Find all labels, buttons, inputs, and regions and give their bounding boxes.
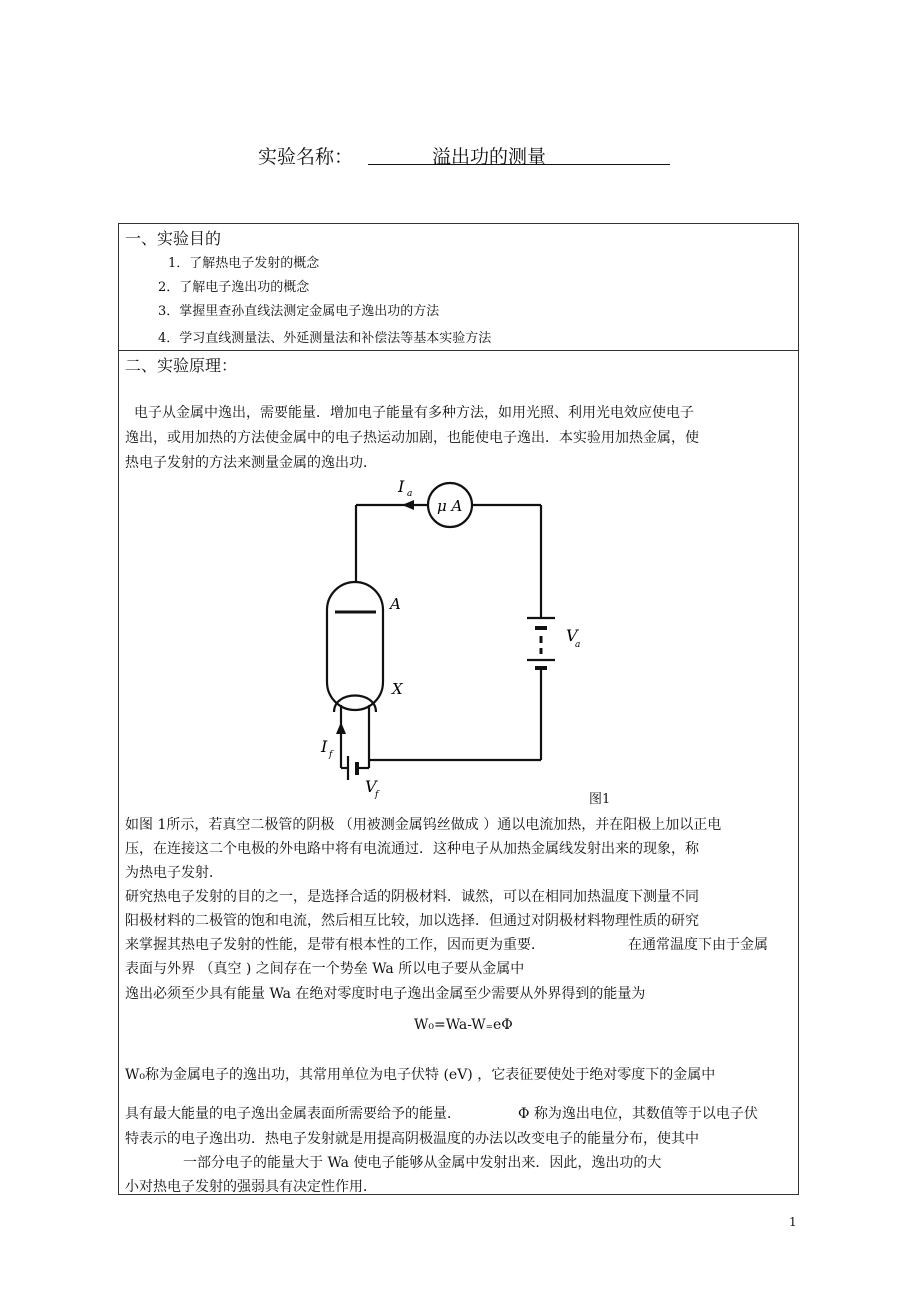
- para3-line-5: 逸出必须至少具有能量 Wa 在绝对零度时电子逸出金属至少需要从外界得到的能量为: [125, 986, 646, 1002]
- intro-line-2: 逸出，或用加热的方法使金属中的电子热运动加剧，也能使电子逸出．本实验用加热金属，使: [125, 430, 699, 446]
- objective-item-3: 3．掌握里查孙直线法测定金属电子逸出功的方法: [158, 304, 440, 319]
- para3-line-4: 表面与外界 （真空 ) 之间存在一个势垒 Wa 所以电子要从金属中: [125, 961, 525, 977]
- section1-heading: 一、实验目的: [125, 229, 222, 248]
- para3-line-1: 研究热电子发射的目的之一，是选择合适的阴极材料．诚然，可以在相同加热温度下测量不同: [125, 889, 699, 905]
- para4-line-4: 一部分电子的能量大于 Wa 使电子能够从金属中发射出来．因此，逸出功的大: [183, 1155, 662, 1171]
- experiment-title: 溢出功的测量: [432, 146, 547, 168]
- para4-line-2: 具有最大能量的电子逸出金属表面所需要给予的能量．: [125, 1106, 461, 1122]
- objective-item-2: 2．了解电子逸出功的概念: [158, 280, 310, 295]
- label-if-sub: f: [329, 750, 333, 760]
- section2-heading: 二、实验原理：: [125, 356, 238, 375]
- title-underline: [368, 164, 670, 165]
- label-meter: μ A: [437, 497, 463, 515]
- label-if: I: [321, 737, 328, 756]
- objective-item-1: 1．了解热电子发射的概念: [168, 256, 320, 271]
- figure-caption: 图1: [589, 792, 611, 807]
- title-label: 实验名称：: [258, 146, 354, 168]
- intro-line-3: 热电子发射的方法来测量金属的逸出功．: [125, 455, 377, 471]
- current-arrow-ia: [402, 500, 414, 510]
- label-vf-sub: f: [375, 790, 379, 800]
- label-ia: I: [398, 477, 405, 496]
- para2-line-3: 为热电子发射．: [125, 865, 223, 881]
- label-va-sub: a: [575, 640, 581, 650]
- circuit-diagram: [300, 470, 581, 800]
- formula: W₀=Wa-W₌eΦ: [414, 1017, 513, 1033]
- para4-line-5: 小对热电子发射的强弱具有决定性作用．: [125, 1179, 377, 1195]
- para2-line-2: 压，在连接这二个电极的外电路中将有电流通过．这种电子从加热金属线发射出来的现象，称: [125, 841, 699, 857]
- para3-line-3: 来掌握其热电子发射的性能，是带有根本性的工作，因而更为重要．: [125, 937, 545, 953]
- objective-item-4: 4．学习直线测量法、外延测量法和补偿法等基本实验方法: [158, 331, 492, 346]
- label-anode: A: [390, 595, 401, 613]
- para3-line-3b: 在通常温度下由于金属: [628, 937, 768, 953]
- para4-line-3: 特表示的电子逸出功．热电子发射就是用提高阴极温度的办法以改变电子的能量分布，使其中: [125, 1131, 699, 1147]
- para2-line-1: 如图 1所示，若真空二极管的阴极 （用被测金属钨丝做成 ）通以电流加热，并在阳极上加以正电: [125, 817, 722, 833]
- section-divider: [118, 350, 799, 351]
- page-number: 1: [789, 1215, 797, 1229]
- label-cathode: X: [392, 680, 403, 698]
- para3-line-2: 阳极材料的二极管的饱和电流，然后相互比较，加以选择．但通过对阴极材料物理性质的研究: [125, 913, 699, 929]
- para4-line-2b: Φ 称为逸出电位，其数值等于以电子伏: [518, 1106, 758, 1122]
- current-arrow-if: [336, 722, 346, 734]
- label-vf: V: [365, 777, 377, 796]
- para4-line-1: W₀称为金属电子的逸出功，其常用单位为电子伏特 (eV) ，它表征要使处于绝对零度下的金属中: [125, 1067, 716, 1083]
- intro-line-1: 电子从金属中逸出，需要能量．增加电子能量有多种方法，如用光照、利用光电效应使电子: [134, 405, 694, 421]
- label-ia-sub: a: [407, 489, 413, 499]
- label-va: V: [566, 626, 578, 645]
- vacuum-tube-envelope: [327, 582, 383, 710]
